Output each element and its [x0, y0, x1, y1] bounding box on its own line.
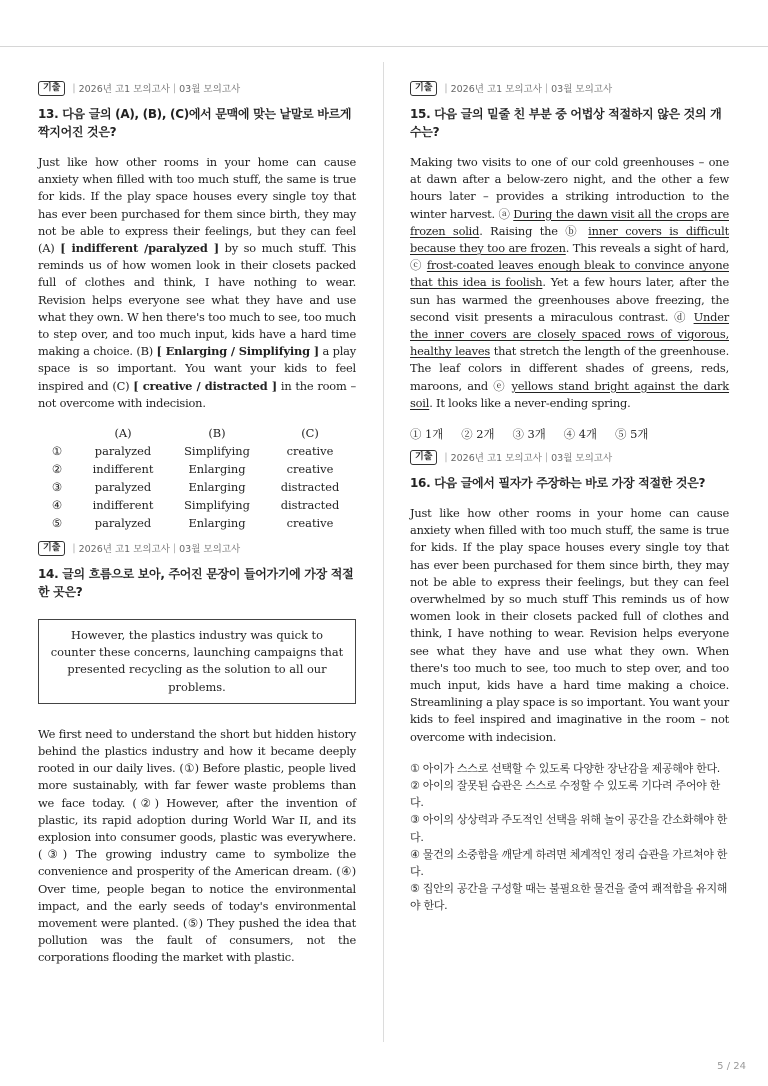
- page-number: 5 / 24: [717, 1061, 746, 1072]
- answer-option[interactable]: ⑤ 5개: [615, 427, 649, 442]
- marker-a: ⓐ: [498, 206, 510, 221]
- question-title: 14. 글의 흐름으로 보아, 주어진 문장이 들어가기에 가장 적절한 곳은?: [38, 567, 354, 599]
- given-sentence-box: However, the plastics industry was quick to counter these concerns, launching campaigns that presented recycling as the solution to all our problems.: [38, 619, 356, 704]
- header-b: (B): [208, 426, 226, 441]
- answer-option[interactable]: ③ paralyzed Enlarging distracted: [51, 480, 340, 495]
- question-passage: Making two visits to one of our cold greenhouses – one at dawn after a below-zero night, and the other a few hours later – provides a striking introduction to the winter harvest. ⓐ During the dawn visit all the crops are frozen solid. Raising the ⓑ inner covers is difficult because they too are frozen. This reveals a sight of hard, ⓒ frost-coated leaves enough bleak to convince anyone that this idea is foolish. Yet a few hours later, after the sun has warmed the greenhouses above freezing, the second visit presents a miraculous contrast. ⓓ Under the inner covers are closely spaced rows of vigorous, healthy leaves that stretch the length of the greenhouse. The leaf colors in different shades of greens, reds, maroons, and ⓔ yellows stand bright against the dark soil. It looks like a never-ending spring.: [410, 155, 730, 410]
- answer-table-header: [38, 424, 356, 442]
- tag-month: 03월 모의고사: [551, 84, 613, 95]
- answer-option[interactable]: ① paralyzed Simplifying creative: [51, 444, 334, 459]
- source-tag: 기출 | 2026년 고1 모의고사 | 03월 모의고사: [38, 540, 356, 556]
- answer-option[interactable]: ④ indifferent Simplifying distracted: [51, 498, 340, 513]
- header-a: (A): [114, 426, 132, 441]
- tag-label: 기출: [410, 81, 437, 96]
- source-tag: 기출 | 2026년 고1 모의고사 | 03월 모의고사: [410, 80, 729, 96]
- answer-option[interactable]: ③ 아이의 상상력과 주도적인 선택을 위해 놀이 공간을 간소화해야 한다.: [410, 813, 728, 844]
- answer-table: [38, 424, 356, 532]
- question-passage: We first need to understand the short but hidden history behind the plastics industry and how it became deeply rooted in our daily lives. (①) Before plastic, people lived more sustainably, with far fewer waste problems than we face today. (②) However, after the invention of plastic, its rapid adoption during World War II, and its explosion into consumer goods, plastic was everywhere. (③) The growing industry came to symbolize the convenience and prosperity of the American dream. (④) Over time, people began to notice the environmental impact, and the early seeds of today's environmental movement were planted. (⑤) They pushed the idea that pollution was the fault of consumers, not the corporations flooding the market with plastic.: [38, 726, 356, 965]
- source-tag: 기출 | 2026년 고1 모의고사 | 03월 모의고사: [38, 80, 356, 96]
- tag-label: 기출: [38, 541, 65, 556]
- marker-b: ⓑ: [565, 223, 581, 238]
- tag-label: 기출: [410, 450, 437, 465]
- question-14: [38, 540, 356, 967]
- header-c: (C): [301, 426, 319, 441]
- choice-c-bracket: [ creative / distracted ]: [133, 378, 277, 393]
- underline-e: yellows stand bright against the dark soil: [410, 378, 730, 410]
- answer-option[interactable]: ③ 3개: [512, 427, 546, 442]
- tag-label: 기출: [38, 81, 65, 96]
- underline-d: Under the inner covers are closely spaced rows of vigorous, healthy leaves: [410, 309, 729, 359]
- question-title: 15. 다음 글의 밑줄 친 부분 중 어법상 적절하지 않은 것의 개수는?: [410, 107, 722, 139]
- answer-options: [410, 426, 729, 442]
- answer-option[interactable]: ④ 4개: [563, 427, 598, 442]
- answer-option[interactable]: ⑤ 집안의 공간을 구성할 때는 불필요한 물건을 줄여 쾌적함을 유지해야 한다.: [410, 882, 728, 913]
- choice-a-bracket: [ indifferent /paralyzed ]: [60, 241, 219, 256]
- tag-year: 2026년 고1 모의고사: [78, 544, 170, 555]
- question-passage: Just like how other rooms in your home can cause anxiety when filled with too much stuff, the same is true for kids. If the play space houses every single toy that has ever been purchased for them since birth, they may not be able to express their feelings, but they can feel (A) [ indifferent /paralyzed ] by so much stuff. This reminds us of how women look in their closets packed full of clothes and think, I have nothing to wear. Revision helps everyone see what they have and use what they own. W hen there's too much to see, too much to step over, and too much input, kids have a hard time making a choice. (B) [ Enlarging / Simplifying ] a play space is so important. You want your kids to feel inspired and (C) [ creative / distracted ] in the room – not overcome with indecision.: [38, 155, 357, 410]
- answer-option[interactable]: ② 2개: [461, 427, 495, 442]
- tag-year: 2026년 고1 모의고사: [450, 453, 542, 464]
- question-16: [410, 449, 729, 915]
- question-title: 16. 다음 글에서 필자가 주장하는 바로 가장 적절한 것은?: [410, 476, 706, 490]
- answer-options: [410, 760, 729, 915]
- question-passage: Just like how other rooms in your home can cause anxiety when filled with too much stuff, the same is true for kids. If the play space houses every single toy that has ever been purchased for them since birth, they may not be able to express their feelings, but they can feel overwhelmed by so much stuff This reminds us of how women look in their closets packed full of clothes and think, I have nothing to wear. Revision helps everyone see what they have and use what they own. When there's too much to see, too much to step over, and too much input, kids have a hard time making a choice. Streamlining a play space is so important. You want your kids to feel inspired and imaginative in the room – not overcome with indecision.: [410, 506, 729, 744]
- question-title: 13. 다음 글의 (A), (B), (C)에서 문맥에 맞는 낱말로 바르게 짝지어진 것은?: [38, 107, 352, 139]
- question-13: [38, 80, 356, 532]
- marker-c: ⓒ: [410, 258, 423, 273]
- marker-d: ⓓ: [674, 309, 688, 324]
- answer-option[interactable]: ② 아이의 잘못된 습관은 스스로 수정할 수 있도록 기다려 주어야 한다.: [410, 779, 721, 810]
- tag-month: 03월 모의고사: [551, 453, 613, 464]
- answer-option[interactable]: ① 아이가 스스로 선택할 수 있도록 다양한 장난감을 제공해야 한다.: [410, 761, 721, 775]
- tag-year: 2026년 고1 모의고사: [450, 84, 542, 95]
- underline-b: inner covers is difficult because they too are frozen: [410, 223, 729, 256]
- header-rule: [0, 46, 768, 47]
- answer-option[interactable]: ⑤ paralyzed Enlarging creative: [51, 516, 334, 531]
- underline-c: frost-coated leaves enough bleak to convince anyone that this idea is foolish: [410, 258, 729, 290]
- answer-option[interactable]: ② indifferent Enlarging creative: [51, 462, 334, 477]
- choice-b-bracket: [ Enlarging / Simplifying ]: [156, 344, 319, 359]
- question-15: [410, 80, 729, 442]
- source-tag: 기출 | 2026년 고1 모의고사 | 03월 모의고사: [410, 449, 729, 465]
- column-divider: [383, 62, 384, 1042]
- tag-month: 03월 모의고사: [179, 544, 241, 555]
- answer-option[interactable]: ① 1개: [410, 427, 444, 442]
- underline-a: During the dawn visit all the crops are frozen solid: [410, 206, 729, 238]
- answer-option[interactable]: ④ 물건의 소중함을 깨닫게 하려면 체계적인 정리 습관을 가르쳐야 한다.: [410, 847, 728, 879]
- tag-month: 03월 모의고사: [179, 84, 241, 95]
- tag-year: 2026년 고1 모의고사: [78, 84, 170, 95]
- marker-e: ⓔ: [493, 378, 507, 393]
